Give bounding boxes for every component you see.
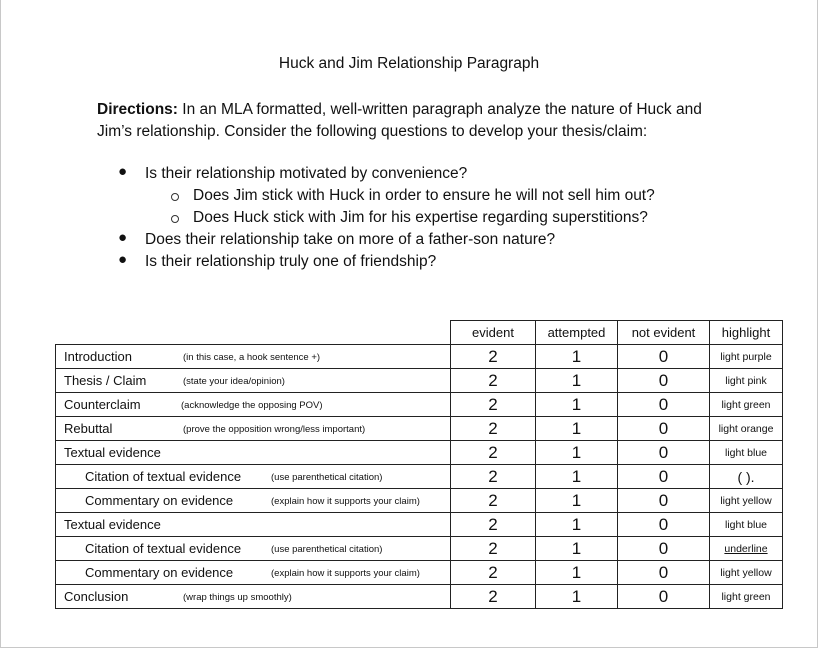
criterion-cell bbox=[56, 369, 451, 393]
score-attempted: 1 bbox=[536, 561, 618, 585]
criterion-label: Thesis / Claim bbox=[64, 373, 147, 388]
highlight-label: light purple bbox=[720, 350, 772, 363]
score-not-evident: 0 bbox=[618, 369, 710, 393]
highlight-label: light yellow bbox=[720, 566, 772, 579]
score-attempted: 1 bbox=[536, 417, 618, 441]
criterion-cell bbox=[56, 345, 451, 369]
score-evident: 2 bbox=[451, 513, 536, 537]
score-evident: 2 bbox=[451, 489, 536, 513]
rubric-row bbox=[56, 585, 783, 609]
criterion-note: (use parenthetical citation) bbox=[271, 544, 383, 555]
score-attempted: 1 bbox=[536, 585, 618, 609]
header-attempted: attempted bbox=[536, 321, 618, 345]
criterion-label: Commentary on evidence bbox=[85, 493, 234, 508]
rubric-row bbox=[56, 417, 783, 441]
criterion-label: Conclusion bbox=[64, 589, 129, 604]
criterion-label: Citation of textual evidence bbox=[85, 469, 242, 484]
criterion-note: (explain how it supports your claim) bbox=[271, 496, 420, 507]
highlight-label: light blue bbox=[724, 446, 768, 459]
bullet-circle-icon bbox=[171, 215, 179, 223]
score-evident: 2 bbox=[451, 561, 536, 585]
score-not-evident: 0 bbox=[618, 393, 710, 417]
score-evident: 2 bbox=[451, 393, 536, 417]
criterion-note: (explain how it supports your claim) bbox=[271, 568, 420, 579]
rubric-row bbox=[56, 513, 783, 537]
criterion-cell bbox=[56, 393, 451, 417]
criterion-cell bbox=[56, 417, 451, 441]
criterion-label: Rebuttal bbox=[64, 421, 113, 436]
highlight-label: light green bbox=[721, 590, 771, 603]
score-not-evident: 0 bbox=[618, 417, 710, 441]
rubric-table bbox=[55, 320, 783, 609]
score-attempted: 1 bbox=[536, 465, 618, 489]
highlight-cell bbox=[710, 441, 783, 465]
highlight-label: light pink bbox=[725, 374, 767, 387]
question-item: Is their relationship truly one of friendship? bbox=[145, 253, 437, 270]
directions-label: Directions: bbox=[97, 101, 178, 118]
highlight-cell bbox=[710, 345, 783, 369]
highlight-cell bbox=[710, 465, 783, 489]
highlight-label: light orange bbox=[718, 422, 774, 435]
score-attempted: 1 bbox=[536, 513, 618, 537]
highlight-label: ( ). bbox=[737, 468, 755, 485]
criterion-label: Textual evidence bbox=[64, 445, 161, 460]
score-not-evident: 0 bbox=[618, 537, 710, 561]
rubric-row bbox=[56, 561, 783, 585]
criterion-cell bbox=[56, 441, 451, 465]
score-attempted: 1 bbox=[536, 441, 618, 465]
bullet-dot-icon: ● bbox=[118, 229, 128, 246]
header-evident: evident bbox=[451, 321, 536, 345]
criterion-cell bbox=[56, 561, 451, 585]
question-item: Is their relationship motivated by convenience? bbox=[145, 165, 468, 182]
criterion-note: (use parenthetical citation) bbox=[271, 472, 383, 483]
rubric-row bbox=[56, 369, 783, 393]
score-not-evident: 0 bbox=[618, 513, 710, 537]
question-subitem: Does Jim stick with Huck in order to ensure he will not sell him out? bbox=[193, 187, 655, 204]
criterion-note: (prove the opposition wrong/less important) bbox=[183, 424, 366, 435]
highlight-label: underline bbox=[724, 542, 768, 555]
score-evident: 2 bbox=[451, 465, 536, 489]
score-attempted: 1 bbox=[536, 489, 618, 513]
rubric-row bbox=[56, 393, 783, 417]
score-evident: 2 bbox=[451, 585, 536, 609]
rubric-row bbox=[56, 465, 783, 489]
score-attempted: 1 bbox=[536, 393, 618, 417]
criterion-label: Counterclaim bbox=[64, 397, 141, 412]
directions-text: In an MLA formatted, well-written paragraph analyze the nature of Huck and Jim’s relationship. Consider the following questions to develop your thesis/claim: bbox=[97, 101, 702, 140]
criterion-cell bbox=[56, 465, 451, 489]
score-evident: 2 bbox=[451, 369, 536, 393]
rubric-row bbox=[56, 345, 783, 369]
question-item: Does their relationship take on more of a father-son nature? bbox=[145, 231, 556, 248]
criterion-cell bbox=[56, 489, 451, 513]
score-not-evident: 0 bbox=[618, 561, 710, 585]
header-not-evident: not evident bbox=[618, 321, 710, 345]
highlight-label: light green bbox=[721, 398, 771, 411]
score-not-evident: 0 bbox=[618, 345, 710, 369]
criterion-note: (state your idea/opinion) bbox=[183, 376, 285, 387]
score-not-evident: 0 bbox=[618, 585, 710, 609]
score-not-evident: 0 bbox=[618, 465, 710, 489]
criterion-cell bbox=[56, 585, 451, 609]
question-subitem: Does Huck stick with Jim for his expertise regarding superstitions? bbox=[193, 209, 648, 226]
rubric-row bbox=[56, 441, 783, 465]
score-evident: 2 bbox=[451, 417, 536, 441]
highlight-cell bbox=[710, 393, 783, 417]
highlight-cell bbox=[710, 513, 783, 537]
highlight-cell bbox=[710, 417, 783, 441]
rubric-header-row bbox=[56, 321, 783, 345]
score-evident: 2 bbox=[451, 537, 536, 561]
header-blank-cell bbox=[56, 321, 451, 345]
score-attempted: 1 bbox=[536, 369, 618, 393]
criterion-cell bbox=[56, 513, 451, 537]
highlight-cell bbox=[710, 585, 783, 609]
directions-paragraph bbox=[97, 99, 717, 143]
score-not-evident: 0 bbox=[618, 489, 710, 513]
rubric-row bbox=[56, 537, 783, 561]
highlight-label: light blue bbox=[724, 518, 768, 531]
header-highlight: highlight bbox=[710, 321, 783, 345]
highlight-cell bbox=[710, 489, 783, 513]
criterion-note: (in this case, a hook sentence +) bbox=[183, 352, 321, 363]
score-attempted: 1 bbox=[536, 345, 618, 369]
highlight-cell bbox=[710, 561, 783, 585]
document-title: Huck and Jim Relationship Paragraph bbox=[278, 55, 540, 72]
criterion-note: (wrap things up smoothly) bbox=[183, 592, 292, 603]
criterion-label: Citation of textual evidence bbox=[85, 541, 242, 556]
bullet-dot-icon: ● bbox=[118, 163, 128, 180]
highlight-cell bbox=[710, 537, 783, 561]
criterion-label: Commentary on evidence bbox=[85, 565, 234, 580]
score-not-evident: 0 bbox=[618, 441, 710, 465]
score-evident: 2 bbox=[451, 441, 536, 465]
highlight-cell bbox=[710, 369, 783, 393]
criterion-label: Textual evidence bbox=[64, 517, 161, 532]
rubric-row bbox=[56, 489, 783, 513]
criterion-cell bbox=[56, 537, 451, 561]
score-attempted: 1 bbox=[536, 537, 618, 561]
highlight-label: light yellow bbox=[720, 494, 772, 507]
bullet-dot-icon: ● bbox=[118, 251, 128, 268]
bullet-circle-icon bbox=[171, 193, 179, 201]
criterion-note: (acknowledge the opposing POV) bbox=[181, 400, 323, 411]
criterion-label: Introduction bbox=[64, 349, 132, 364]
score-evident: 2 bbox=[451, 345, 536, 369]
